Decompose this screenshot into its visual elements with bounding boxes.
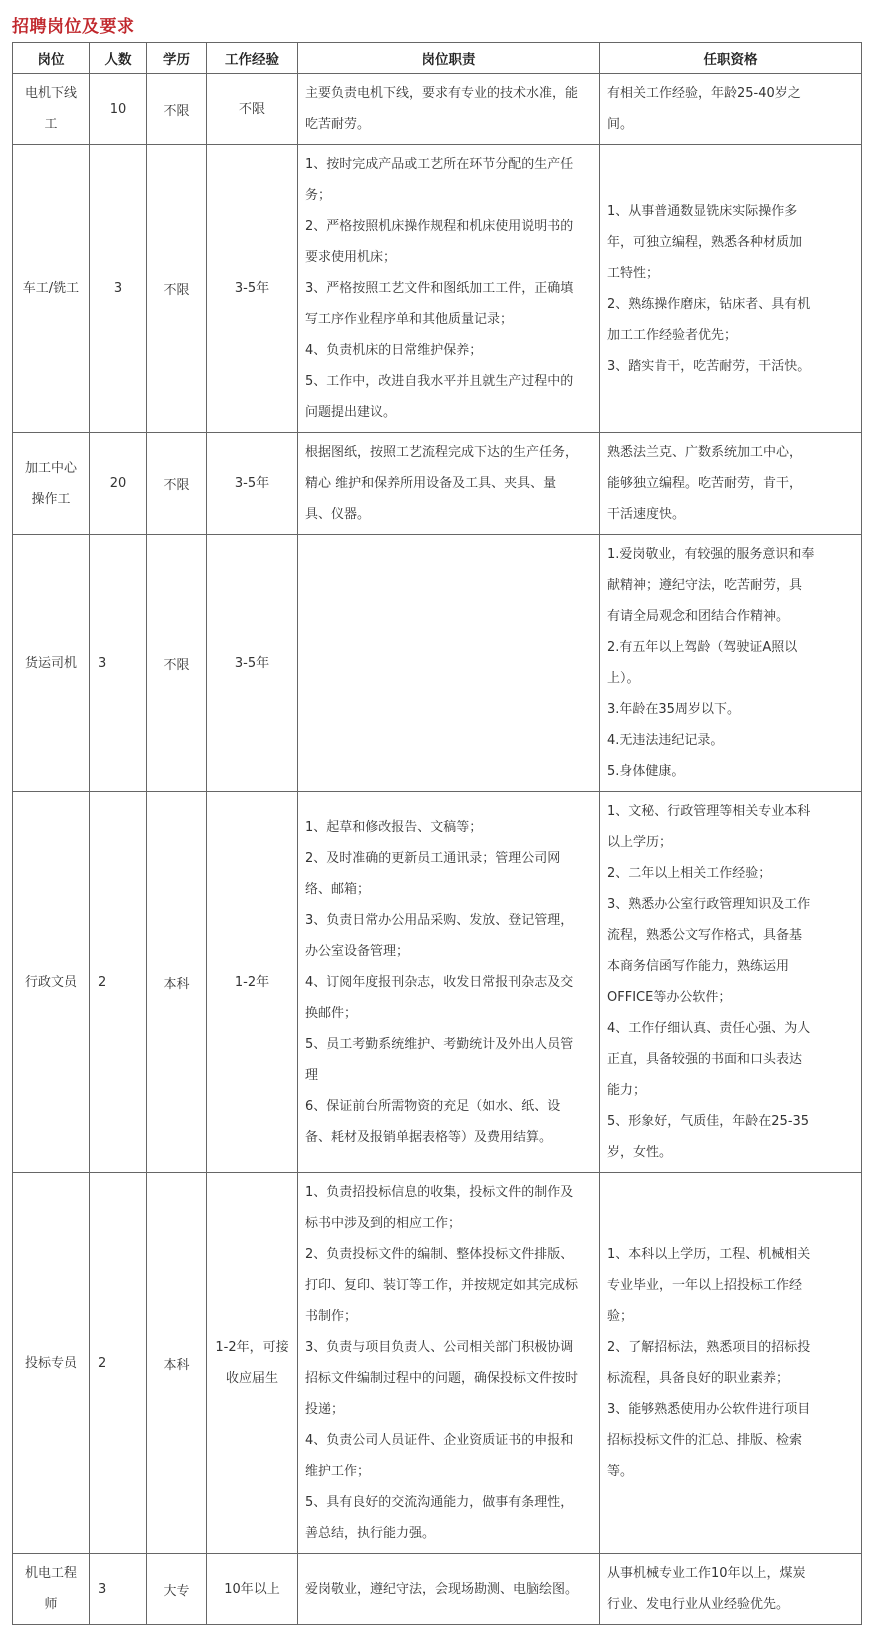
duties-cell-line: 1、按时完成产品或工艺所在环节分配的生产任 xyxy=(305,157,574,172)
duties-cell-line: 主要负责电机下线，要求有专业的技术水准，能 xyxy=(305,86,579,101)
duties-cell-line: 换邮件； xyxy=(305,1005,358,1021)
qualifications-cell-line: 加工工作经验者优先； xyxy=(607,327,738,343)
experience-cell-line: 3-5年 xyxy=(234,281,270,296)
qualifications-cell-line: 4.无违法违纪记录。 xyxy=(607,733,724,748)
experience-cell xyxy=(207,145,298,433)
table-row xyxy=(13,145,862,433)
qualifications-cell-line: 正直，具备较强的书面和口头表达 xyxy=(607,1052,803,1067)
table-row xyxy=(13,1173,862,1554)
duties-cell xyxy=(298,792,600,1173)
qualifications-cell-line: 有相关工作经验，年龄25-40岁之 xyxy=(607,86,801,101)
qualifications-cell-line: 3.年龄在35周岁以下。 xyxy=(607,702,740,717)
qualifications-cell-line: 1、从事普通数显铣床实际操作多 xyxy=(607,203,798,219)
count-cell: 2 xyxy=(90,1173,147,1554)
experience-cell-line: 收应届生 xyxy=(225,1371,278,1386)
duties-cell-line: 5、员工考勤系统维护、考勤统计及外出人员管 xyxy=(305,1036,574,1052)
education-cell: 不限 xyxy=(147,145,207,433)
table-row xyxy=(13,433,862,535)
page-title: 招聘岗位及要求 xyxy=(12,17,135,37)
qualifications-cell xyxy=(600,535,862,792)
duties-cell-line: 维护工作； xyxy=(305,1464,371,1479)
table-row xyxy=(13,74,862,145)
duties-cell-line: 根据图纸，按照工艺流程完成下达的生产任务， xyxy=(305,445,579,460)
experience-cell-line: 3-5年 xyxy=(234,476,270,491)
duties-cell-line: 理 xyxy=(305,1067,319,1083)
qualifications-cell-line: 有请全局观念和团结合作精神。 xyxy=(607,609,790,624)
header-experience: 工作经验 xyxy=(207,43,298,74)
qualifications-cell-line: 招标投标文件的汇总、排版、检索 xyxy=(607,1433,803,1448)
table-header-row xyxy=(13,43,862,74)
qualifications-cell-line: 5、形象好，气质佳，年龄在25-35 xyxy=(607,1114,810,1129)
duties-cell-line: 络、邮箱； xyxy=(305,881,371,897)
position-cell xyxy=(13,535,90,792)
qualifications-cell-line: 以上学历； xyxy=(607,835,673,850)
experience-cell xyxy=(207,1554,298,1625)
duties-cell-line: 5、工作中，改进自我水平并且就生产过程中的 xyxy=(305,374,574,389)
duties-cell-line: 标书中涉及到的相应工作； xyxy=(305,1216,462,1231)
duties-cell-line: 写工序作业程序单和其他质量记录； xyxy=(305,312,514,327)
qualifications-cell-line: 能够独立编程。吃苦耐劳，肯干， xyxy=(607,476,803,491)
qualifications-cell xyxy=(600,1554,862,1625)
education-cell: 本科 xyxy=(147,792,207,1173)
duties-cell-line: 书制作； xyxy=(305,1309,358,1324)
experience-cell-line: 3-5年 xyxy=(234,655,270,671)
duties-cell-line: 吃苦耐劳。 xyxy=(305,117,371,132)
qualifications-cell-line: 间。 xyxy=(607,117,634,132)
qualifications-cell-line: 1、文秘、行政管理等相关专业本科 xyxy=(607,804,811,819)
qualifications-cell-line: 3、能够熟悉使用办公软件进行项目 xyxy=(607,1402,811,1417)
education-cell: 大专 xyxy=(147,1554,207,1625)
qualifications-cell-line: 3、熟悉办公室行政管理知识及工作 xyxy=(607,897,811,912)
duties-cell xyxy=(298,1554,600,1625)
qualifications-cell-line: 3、踏实肯干，吃苦耐劳，干活快。 xyxy=(607,358,811,374)
qualifications-cell xyxy=(600,1173,862,1554)
qualifications-cell-line: 4、工作仔细认真、责任心强、为人 xyxy=(607,1021,811,1036)
position-cell-line: 工 xyxy=(44,117,58,132)
duties-cell-line: 2、严格按照机床操作规程和机床使用说明书的 xyxy=(305,219,574,234)
qualifications-cell-line: 献精神；遵纪守法，吃苦耐劳，具 xyxy=(607,578,803,593)
qualifications-cell-line: 标流程，具备良好的职业素养； xyxy=(607,1371,790,1386)
qualifications-cell xyxy=(600,74,862,145)
table-row xyxy=(13,1554,862,1625)
duties-cell xyxy=(298,433,600,535)
count-cell: 3 xyxy=(90,145,147,433)
position-cell-line: 行政文员 xyxy=(24,974,77,990)
position-cell xyxy=(13,1173,90,1554)
duties-cell-line: 1、起草和修改报告、文稿等； xyxy=(305,819,483,835)
duties-cell-line: 1、负责招投标信息的收集，投标文件的制作及 xyxy=(305,1185,574,1200)
duties-cell-line: 办公室设备管理； xyxy=(305,943,410,959)
position-cell-line: 机电工程 xyxy=(24,1566,77,1581)
duties-cell-line: 要求使用机床； xyxy=(305,250,397,265)
qualifications-cell-line: OFFICE等办公软件； xyxy=(607,990,732,1005)
experience-cell-line: 10年以上 xyxy=(224,1581,280,1597)
education-cell: 不限 xyxy=(147,74,207,145)
table-row xyxy=(13,535,862,792)
qualifications-cell-line: 2、二年以上相关工作经验； xyxy=(607,866,772,881)
duties-cell xyxy=(298,145,600,433)
qualifications-cell xyxy=(600,792,862,1173)
count-cell: 20 xyxy=(90,433,147,535)
duties-cell-line: 3、严格按照工艺文件和图纸加工工件，正确填 xyxy=(305,281,574,296)
education-cell: 不限 xyxy=(147,535,207,792)
duties-cell xyxy=(298,1173,600,1554)
qualifications-cell-line: 1.爱岗敬业，有较强的服务意识和奉 xyxy=(607,547,815,562)
duties-cell-line: 招标文件编制过程中的问题，确保投标文件按时 xyxy=(305,1371,579,1386)
duties-cell-line: 务； xyxy=(305,188,332,203)
position-cell-line: 加工中心 xyxy=(24,460,77,476)
qualifications-cell-line: 从事机械专业工作10年以上，煤炭 xyxy=(607,1566,806,1581)
position-cell-line: 操作工 xyxy=(31,491,71,507)
experience-cell xyxy=(207,535,298,792)
duties-cell-line: 打印、复印、装订等工作，并按规定如其完成标 xyxy=(305,1278,579,1293)
qualifications-cell-line: 本商务信函写作能力，熟练运用 xyxy=(607,959,790,974)
experience-cell-line: 1-2年，可接 xyxy=(215,1340,289,1355)
education-cell: 不限 xyxy=(147,433,207,535)
count-cell: 10 xyxy=(90,74,147,145)
duties-cell-line: 6、保证前台所需物资的充足（如水、纸、设 xyxy=(305,1098,561,1114)
duties-cell xyxy=(298,535,600,792)
duties-cell-line: 5、具有良好的交流沟通能力，做事有条理性， xyxy=(305,1495,574,1510)
position-cell-line: 投标专员 xyxy=(24,1355,77,1371)
duties-cell-line: 3、负责与项目负责人、公司相关部门积极协调 xyxy=(305,1340,574,1355)
qualifications-cell-line: 年，可独立编程，熟悉各种材质加 xyxy=(607,234,803,250)
header-education: 学历 xyxy=(147,43,207,74)
duties-cell-line: 备、耗材及报销单据表格等）及费用结算。 xyxy=(305,1129,553,1145)
count-cell: 2 xyxy=(90,792,147,1173)
qualifications-cell-line: 干活速度快。 xyxy=(607,507,686,522)
experience-cell xyxy=(207,433,298,535)
qualifications-cell xyxy=(600,145,862,433)
duties-cell-line: 4、订阅年度报刊杂志，收发日常报刊杂志及交 xyxy=(305,974,574,990)
count-cell: 3 xyxy=(90,535,147,792)
recruitment-table xyxy=(12,42,862,1625)
duties-cell-line: 爱岗敬业，遵纪守法，会现场勘测、电脑绘图。 xyxy=(305,1581,579,1597)
qualifications-cell-line: 工特性； xyxy=(607,265,660,281)
duties-cell xyxy=(298,74,600,145)
experience-cell xyxy=(207,1173,298,1554)
qualifications-cell-line: 专业毕业，一年以上招投标工作经 xyxy=(607,1278,803,1293)
qualifications-cell-line: 1、本科以上学历，工程、机械相关 xyxy=(607,1247,811,1262)
duties-cell-line: 精心 维护和保养所用设备及工具、夹具、量 xyxy=(305,476,557,491)
header-duties: 岗位职责 xyxy=(298,43,600,74)
duties-cell-line: 善总结，执行能力强。 xyxy=(305,1526,436,1541)
qualifications-cell xyxy=(600,433,862,535)
experience-cell xyxy=(207,74,298,145)
experience-cell xyxy=(207,792,298,1173)
duties-cell-line: 3、负责日常办公用品采购、发放、登记管理， xyxy=(305,912,574,928)
duties-cell-line: 4、负责机床的日常维护保养； xyxy=(305,343,483,358)
qualifications-cell-line: 2、熟练操作磨床，钻床者、具有机 xyxy=(607,296,811,312)
duties-cell-line: 4、负责公司人员证件、企业资质证书的申报和 xyxy=(305,1433,574,1448)
qualifications-cell-line: 熟悉法兰克、广数系统加工中心， xyxy=(607,445,803,460)
qualifications-cell-line: 验； xyxy=(607,1309,634,1324)
header-position: 岗位 xyxy=(13,43,90,74)
count-cell: 3 xyxy=(90,1554,147,1625)
position-cell-line: 货运司机 xyxy=(24,655,77,671)
position-cell-line: 车工/铣工 xyxy=(22,281,80,296)
qualifications-cell-line: 2.有五年以上驾龄（驾驶证A照以 xyxy=(607,640,798,655)
header-count: 人数 xyxy=(90,43,147,74)
qualifications-cell-line: 能力； xyxy=(607,1083,647,1098)
qualifications-cell-line: 5.身体健康。 xyxy=(607,764,685,779)
experience-cell-line: 1-2年 xyxy=(234,974,270,990)
qualifications-cell-line: 2、了解招标法，熟悉项目的招标投 xyxy=(607,1340,811,1355)
experience-cell-line: 不限 xyxy=(238,101,265,117)
position-cell-line: 师 xyxy=(44,1597,58,1612)
position-cell-line: 电机下线 xyxy=(24,86,77,101)
position-cell xyxy=(13,792,90,1173)
position-cell xyxy=(13,1554,90,1625)
duties-cell-line: 2、负责投标文件的编制、整体投标文件排版、 xyxy=(305,1247,574,1262)
qualifications-cell-line: 岁，女性。 xyxy=(607,1145,673,1160)
duties-cell-line: 问题提出建议。 xyxy=(305,405,397,420)
position-cell xyxy=(13,145,90,433)
header-qualifications: 任职资格 xyxy=(600,43,862,74)
qualifications-cell-line: 行业、发电行业从业经验优先。 xyxy=(607,1597,790,1612)
education-cell: 本科 xyxy=(147,1173,207,1554)
duties-cell-line: 具、仪器。 xyxy=(305,507,371,522)
table-row xyxy=(13,792,862,1173)
position-cell xyxy=(13,74,90,145)
qualifications-cell-line: 等。 xyxy=(607,1464,634,1479)
duties-cell-line: 2、及时准确的更新员工通讯录；管理公司网 xyxy=(305,850,561,866)
position-cell xyxy=(13,433,90,535)
duties-cell-line: 投递； xyxy=(305,1402,345,1417)
qualifications-cell-line: 上）。 xyxy=(607,671,640,686)
qualifications-cell-line: 流程，熟悉公文写作格式，具备基 xyxy=(607,928,803,943)
